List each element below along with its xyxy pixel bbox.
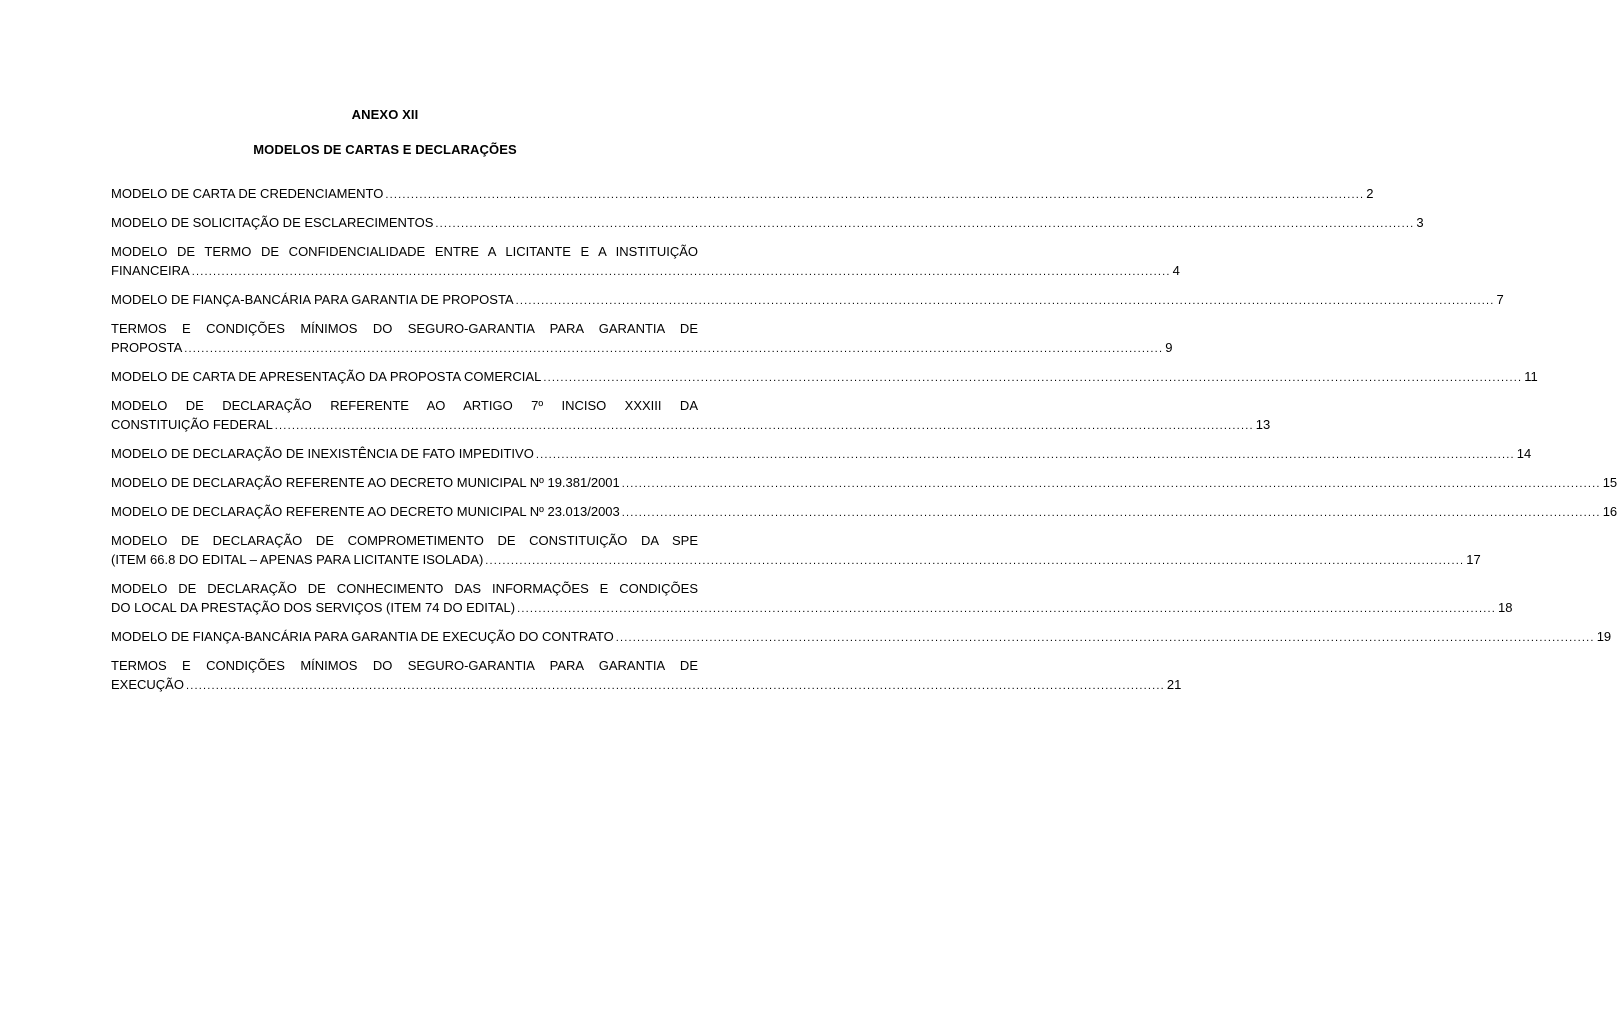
- toc-entry-title-line: TERMOS E CONDIÇÕES MÍNIMOS DO SEGURO-GARANTIA PARA GARANTIA DE: [111, 321, 698, 336]
- toc-entry-title: MODELO DE FIANÇA-BANCÁRIA PARA GARANTIA DE PROPOSTA: [111, 292, 514, 307]
- dot-leader: [536, 446, 1515, 465]
- toc-page-number: 14: [1516, 446, 1532, 461]
- toc-entry[interactable]: [111, 290, 1504, 311]
- toc-entry[interactable]: [111, 473, 1617, 494]
- toc-page-number: 4: [1172, 263, 1180, 278]
- toc-entry[interactable]: [111, 184, 1374, 205]
- toc-page-number: 16: [1602, 504, 1617, 519]
- toc-entry-title: MODELO DE DECLARAÇÃO REFERENTE AO DECRETO MUNICIPAL Nº 19.381/2001: [111, 475, 620, 490]
- toc-entry[interactable]: [111, 242, 1180, 282]
- toc-page-number: 15: [1602, 475, 1617, 490]
- dot-leader: [517, 600, 1496, 619]
- dot-leader: [186, 677, 1165, 696]
- toc-entry-title: MODELO DE DECLARAÇÃO DE INEXISTÊNCIA DE FATO IMPEDITIVO: [111, 446, 534, 461]
- table-of-contents: [111, 184, 1617, 704]
- toc-page-number: 18: [1497, 600, 1513, 615]
- toc-entry[interactable]: [111, 627, 1612, 648]
- toc-page-number: 13: [1255, 417, 1271, 432]
- dot-leader: [435, 215, 1414, 234]
- toc-entry-title-line: MODELO DE TERMO DE CONFIDENCIALIDADE ENTRE A LICITANTE E A INSTITUIÇÃO: [111, 244, 698, 259]
- toc-entry-title-line: MODELO DE DECLARAÇÃO DE COMPROMETIMENTO DE CONSTITUIÇÃO DA SPE: [111, 533, 698, 548]
- page-title: MODELOS DE CARTAS E DECLARAÇÕES: [253, 142, 517, 157]
- toc-entry[interactable]: [111, 319, 1173, 359]
- toc-entry-title-line: MODELO DE DECLARAÇÃO DE CONHECIMENTO DAS INFORMAÇÕES E CONDIÇÕES: [111, 581, 698, 596]
- toc-entry-title: DO LOCAL DA PRESTAÇÃO DOS SERVIÇOS (ITEM 74 DO EDITAL): [111, 600, 516, 615]
- toc-entry[interactable]: [111, 656, 1182, 696]
- toc-page-number: 11: [1524, 369, 1538, 384]
- toc-page-number: 2: [1366, 186, 1374, 201]
- dot-leader: [192, 263, 1171, 282]
- toc-entry-title: EXECUÇÃO: [111, 677, 184, 692]
- toc-entry-title: FINANCEIRA: [111, 263, 190, 278]
- toc-entry-title-line: MODELO DE DECLARAÇÃO REFERENTE AO ARTIGO 7º INCISO XXXIII DA: [111, 398, 698, 413]
- toc-entry-title: (ITEM 66.8 DO EDITAL – APENAS PARA LICITANTE ISOLADA): [111, 552, 484, 567]
- toc-entry-title: MODELO DE DECLARAÇÃO REFERENTE AO DECRETO MUNICIPAL Nº 23.013/2003: [111, 504, 620, 519]
- toc-page-number: 19: [1596, 629, 1612, 644]
- annex-heading: ANEXO XII: [351, 107, 419, 122]
- toc-entry[interactable]: [111, 396, 1271, 436]
- toc-entry-title: MODELO DE CARTA DE CREDENCIAMENTO: [111, 186, 384, 201]
- toc-entry[interactable]: [111, 502, 1617, 523]
- toc-entry-title: MODELO DE SOLICITAÇÃO DE ESCLARECIMENTOS: [111, 215, 434, 230]
- toc-entry[interactable]: [111, 579, 1513, 619]
- toc-page-number: 7: [1496, 292, 1504, 307]
- toc-page-number: 21: [1166, 677, 1182, 692]
- toc-page-number: 9: [1165, 340, 1173, 355]
- toc-entry-title: MODELO DE FIANÇA-BANCÁRIA PARA GARANTIA DE EXECUÇÃO DO CONTRATO: [111, 629, 614, 644]
- toc-entry-title: CONSTITUIÇÃO FEDERAL: [111, 417, 273, 432]
- dot-leader: [543, 369, 1522, 388]
- toc-entry[interactable]: [111, 444, 1532, 465]
- toc-entry[interactable]: [111, 367, 1538, 388]
- toc-page-number: 17: [1466, 552, 1481, 567]
- dot-leader: [622, 504, 1601, 523]
- dot-leader: [516, 292, 1495, 311]
- toc-entry[interactable]: [111, 213, 1424, 234]
- toc-entry-title: PROPOSTA: [111, 340, 183, 355]
- dot-leader: [275, 417, 1254, 436]
- dot-leader: [485, 552, 1464, 571]
- dot-leader: [184, 340, 1163, 359]
- dot-leader: [385, 186, 1364, 205]
- toc-entry[interactable]: [111, 531, 1481, 571]
- toc-entry-title-line: TERMOS E CONDIÇÕES MÍNIMOS DO SEGURO-GARANTIA PARA GARANTIA DE: [111, 658, 698, 673]
- toc-page-number: 3: [1416, 215, 1424, 230]
- dot-leader: [622, 475, 1601, 494]
- dot-leader: [616, 629, 1595, 648]
- toc-entry-title: MODELO DE CARTA DE APRESENTAÇÃO DA PROPOSTA COMERCIAL: [111, 369, 542, 384]
